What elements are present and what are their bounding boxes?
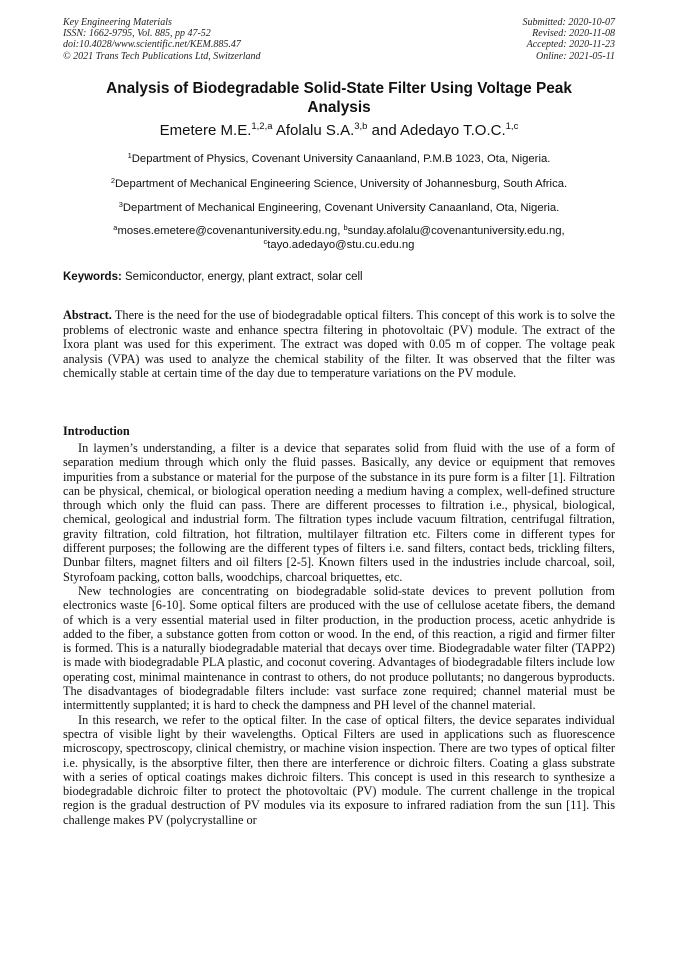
author-name: Afolalu S.A. [275,122,355,139]
affiliation-marker: 2 [110,176,116,185]
author-name: Emetere M.E. [159,122,252,139]
email-list [63,224,615,252]
revised-date: Revised: 2020-11-08 [532,28,615,40]
author-affiliation-marker: 1,2,a [251,121,273,132]
paragraph: In laymen’s understanding, a filter is a device that separates solid from fluid with the use of a form of separation medium through which only the fluid passes. Basically, any device or equipment that removes impurities from a substance or material for the purpose of the substance in its pure form is a filter [1]. Filtration can be physical, chemical, or biological operation needing a medium having a complex, well-defined structure through which only the fluid can pass. There are different processes to filtration i.e., physical, biological, chemical, geological and industrial form. The filtration types include vacuum filtration, centrifugal filtration, gravity filtration, cold filtration, hot filtration, multilayer filtration etc. Filters come in different types for different purposes; the following are the different types of filters i.e. sand filters, contact beds, trickling filters, Dunbar filters, magnet filters and oil filters [2-5]. Known filters used in the industries include charcoal, soil, Styrofoam packing, cotton balls, woodchips, charcoal briquettes, etc. [63,441,615,584]
introduction-heading: Introduction [63,424,130,438]
email-marker: a [113,223,118,232]
affiliation-3 [63,201,615,215]
email-address[interactable]: tayo.adedayo@stu.cu.edu.ng [267,239,415,251]
affiliation-2 [63,177,615,191]
abstract-label: Abstract. [63,308,112,322]
author-conjunction: and [367,122,401,139]
affiliation-text: Department of Mechanical Engineering Science, University of Johannesburg, South Africa. [115,178,568,190]
paragraph: In this research, we refer to the optical filter. In the case of optical filters, the device separates individual spectra of visible light by their wavelengths. Optical Filters are used in applications such as fluorescence microscopy, spectroscopy, clinical chemistry, or machine vision inspection. There are two types of optical filter i.e. physically, is the absorptive filter, then there are interference or dichroic filters. Coating a glass substrate with a series of optical coatings makes dichroic filters. This concept is used in this research to synthesize a biodegradable dichroic filter to protect the photovoltaic (PV) module. The current challenge in the tropical region is the gradual destruction of PV modules via its exposure to infrared radiation from the sun [11]. This challenge makes PV (polycrystalline or [63,712,615,827]
affiliation-text: Department of Physics, Covenant University Canaanland, P.M.B 1023, Ota, Nigeria. [131,153,551,165]
issn-line: ISSN: 1662-9795, Vol. 885, pp 47-52 [63,28,211,40]
doi-line: doi:10.4028/www.scientific.net/KEM.885.47 [63,39,241,51]
paper-title: Analysis of Biodegradable Solid-State Filter Using Voltage Peak Analysis [106,80,572,116]
keywords [63,270,615,284]
abstract-text: There is the need for the use of biodegradable optical filters. This concept of this work is to solve the problems of electronic waste and enhance spectra filtering in photovoltaic (PV) module. The extract of the Ixora plant was used for this experiment. The extract was doped with 0.05 m of copper. The voltage peak analysis (VPA) was used to analyze the chemical stability of the filter. It was observed that the filter was chemically stable at certain time of the day due to temperature variations on the PV module. [63,308,615,381]
email-line-2 [63,238,615,252]
email-marker: b [343,223,348,232]
author-affiliation-marker: 1,c [505,121,519,132]
publication-dates [523,17,616,62]
keywords-text: Semiconductor, energy, plant extract, solar cell [125,271,363,283]
introduction-body [63,441,615,827]
paragraph: New technologies are concentrating on biodegradable solid-state devices to prevent pollution from electronics waste [6-10]. Some optical filters are produced with the use of cellulose acetate fibers, the demand of which is a very essential material used in filter production, in the production process, acetic anhydride is added to the fiber, a substance gotten from cotton or wood. In the end, of this reaction, a rigid and firmer filter is formed. This is a naturally biodegradable material that decays over time. Biodegradable water filter (TAPP2) is made with biodegradable PLA plastic, and coconut covering. Advantages of biodegradable filters include low operating cost, minimal maintenance in contrast to others, do not produce pollutants; no dangerous byproducts. The disadvantages of biodegradable filters include: vast surface zone required; channel material must be intermittently supplanted; it is hard to check the dampness and PH level of the channel material. [63,583,615,713]
journal-name: Key Engineering Materials [63,17,172,28]
email-marker: c [263,237,268,246]
affiliation-marker: 1 [127,151,132,160]
publication-info [63,17,261,62]
email-address[interactable]: sunday.afolalu@covenantuniversity.edu.ng, [347,225,565,237]
online-date: Online: 2021-05-11 [536,50,615,62]
email-address[interactable]: moses.emetere@covenantuniversity.edu.ng, [117,225,344,237]
email-line-1 [63,224,615,238]
keywords-label: Keywords: [63,271,122,283]
affiliation-text: Department of Mechanical Engineering, Covenant University Canaanland, Ota, Nigeria. [122,202,560,214]
submitted-date: Submitted: 2020-10-07 [522,17,615,28]
author-list [63,122,615,140]
affiliation-1 [63,152,615,166]
author-affiliation-marker: 3,b [354,121,368,132]
affiliation-marker: 3 [118,200,123,209]
author-name: Adedayo T.O.C. [400,122,506,139]
abstract [63,308,615,381]
accepted-date: Accepted: 2020-11-23 [526,39,615,51]
copyright-line: © 2021 Trans Tech Publications Ltd, Switzerland [63,50,261,62]
